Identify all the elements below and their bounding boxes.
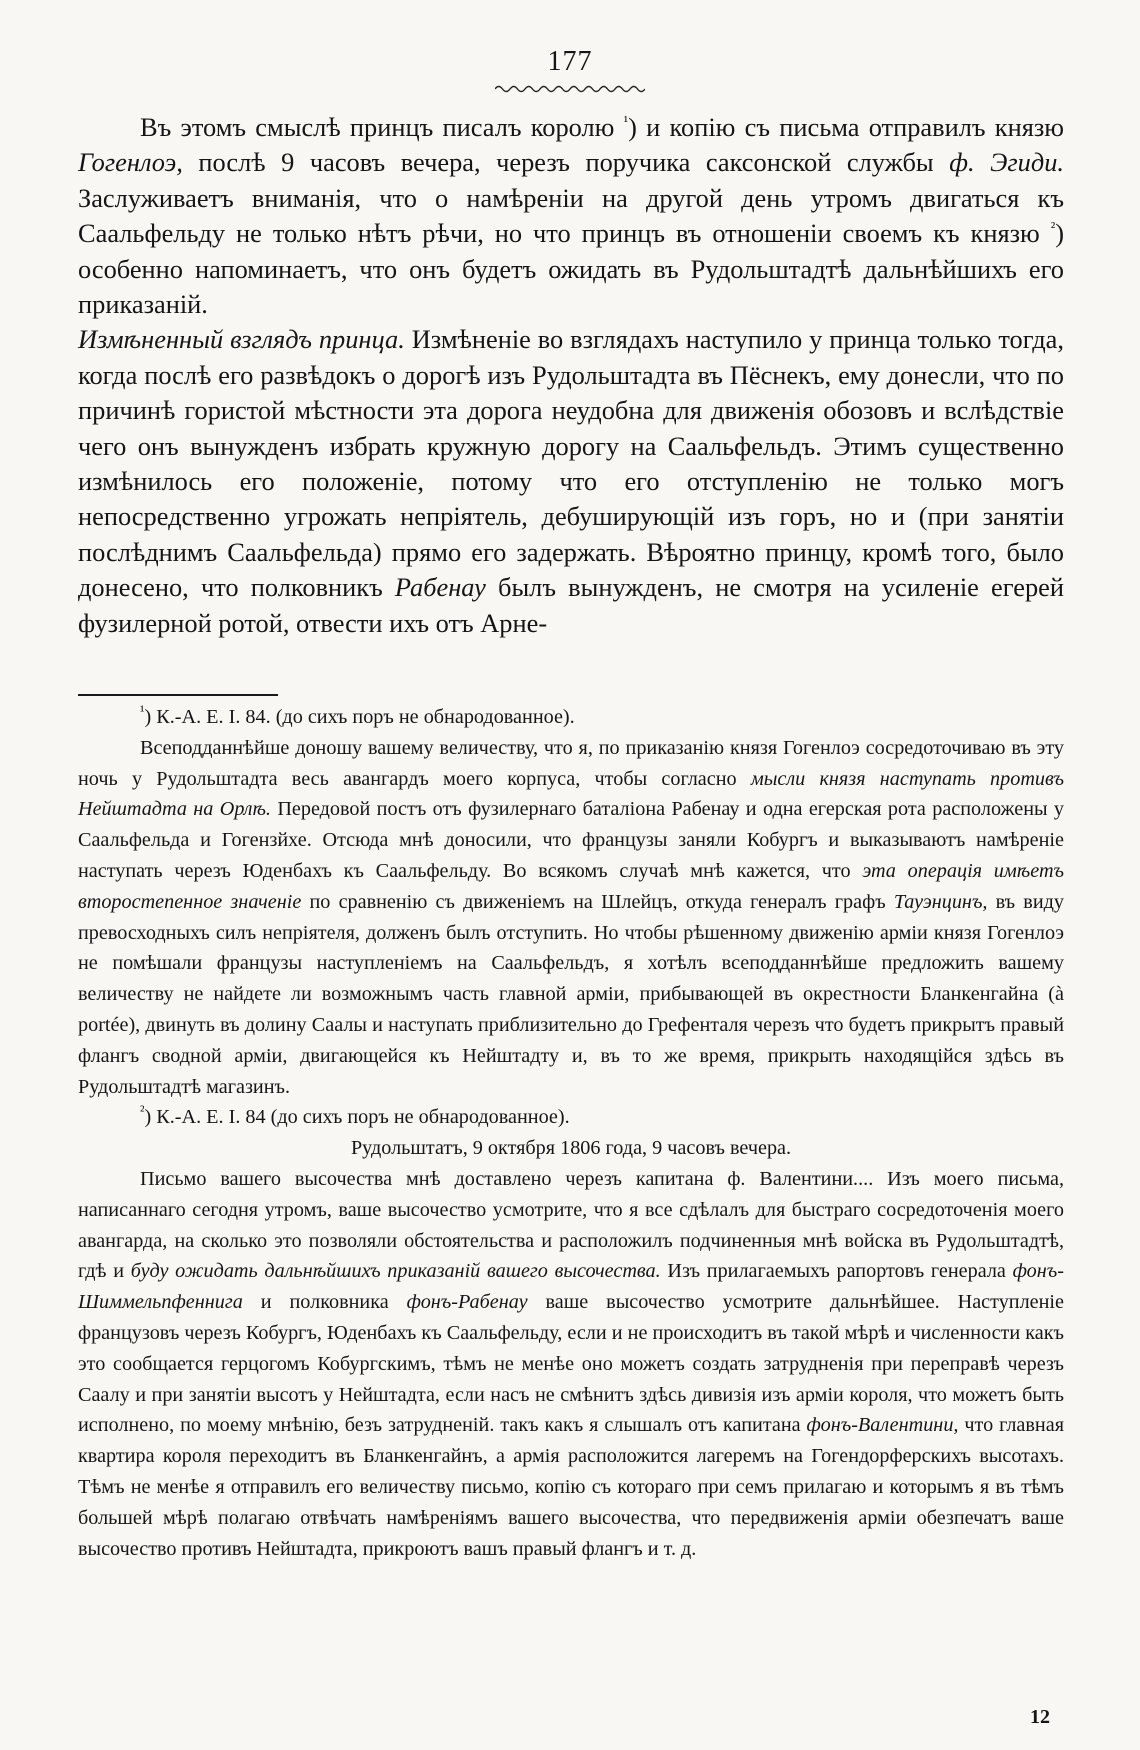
text-run: по сравненію съ движеніемъ на Шлейцъ, откуда генералъ графъ: [301, 890, 894, 913]
footnote-mark-1: ¹: [140, 703, 145, 720]
signature-mark: 12: [1030, 1706, 1050, 1728]
text-run: и полковника: [242, 1291, 407, 1314]
text-run: что главная квартира короля переходитъ въ Бланкенгайнъ, а армія расположится лагеремъ на Гогендорферскихъ высотахъ. Тѣмъ не менѣе я отправилъ его величеству письмо, копію съ котораго при семъ прилагаю и которымъ я въ тѣмъ большей мѣрѣ полагаю отвѣчать намѣреніямъ вашего высочества, что передвиженія арміи обезпечатъ ваше высочество противъ Нейштадта, прикроютъ вашъ правый флангъ и т. д.: [78, 1414, 1064, 1560]
text-run: ваше высочество усмотрите дальнѣйшее. Наступленіе французовъ черезъ Кобургъ, Юденбахъ къ Саальфельду, если и не происходитъ въ такой мѣрѣ и численности какъ это сообщается герцогомъ Кобургскимъ, тѣмъ не менѣе оно можетъ создать затрудненія при переправѣ черезъ Саалу и при занятіи высотъ у Нейштадта, если насъ не смѣнитъ здѣсь дивизія изъ арміи короля, что можетъ быть исполнено, по моему мнѣнію, безъ затрудненій. такъ какъ я слышалъ отъ капитана: [78, 1291, 1064, 1437]
emphasis: эта операція имѣетъ второстепенное значеніе: [78, 859, 1065, 913]
footnote-2-dateline: Рудольштатъ, 9 октября 1806 года, 9 часовъ вечера.: [350, 1137, 792, 1160]
emphasis: фонъ-Валентини,: [806, 1414, 959, 1437]
wavy-ornament-icon: [495, 84, 645, 94]
text-run: былъ вынужденъ, не смотря на усиленіе егерей фузилерной ротой, отвести ихъ отъ Арне-: [78, 572, 1064, 638]
footnote-2-source: [78, 1102, 1064, 1133]
emphasis: фонъ-Рабенау: [406, 1291, 528, 1314]
footnotes: [78, 702, 1064, 1564]
text-run: Заслуживаетъ вниманія, что о намѣреніи на другой день утромъ двигаться къ Саальфельду не только нѣтъ рѣчи, но что принцъ въ отношеніи своемъ къ князю: [78, 182, 1064, 249]
footnote-1-body: [78, 733, 1064, 1103]
text-run: послѣ 9 часовъ вечера, черезъ поручика саксонской службы: [182, 147, 950, 178]
name-rabenau: Рабенау: [394, 572, 486, 603]
page-number: 177: [547, 46, 593, 77]
footnote-2-body: [78, 1164, 1064, 1564]
text-run: Изъ прилагаемыхъ рапортовъ генерала: [660, 1260, 1013, 1283]
footnote-source: ) К.-А. Е. I. 84 (до сихъ поръ не обнародованное).: [144, 1106, 570, 1129]
emphasis: фонъ-Шиммельпфеннига: [78, 1260, 1064, 1314]
name-egidi: ф. Эгиди.: [949, 147, 1064, 178]
paragraph-2: [78, 322, 1064, 641]
text-run: Измѣненіе во взглядахъ наступило у принца только тогда, когда послѣ его развѣдокъ о дорогѣ изъ Рудольштадта въ Пёснекъ, ему донесли, что по причинѣ гористой мѣстности эта дорога неудобна для движенія обозовъ и вслѣдствіе чего онъ вынужденъ избрать кружную дорогу на Саальфельдъ. Этимъ существенно измѣнилось его положеніе, потому что его отступленію не только могъ непосредственно угрожать непріятель, дебуширующій изъ горъ, но и (при занятіи послѣднимъ Саальфельда) прямо его задержать. Вѣроятно принцу, кромѣ того, было донесено, что полковникъ: [78, 324, 1064, 603]
text-run: Въ этомъ смыслѣ принцъ писалъ королю: [140, 112, 624, 142]
text-run: Всеподданнѣйше доношу вашему величеству, что я, по приказанію князя Гогенлоэ сосредоточиваю въ эту ночь у Рудольштадта весь авангардъ моего корпуса, чтобы согласно: [78, 736, 1064, 790]
emphasis: Тауэнцинъ,: [893, 890, 988, 913]
main-text: [78, 110, 1064, 641]
footnote-ref-2: ²: [1050, 220, 1056, 237]
footnote-1-source: [78, 702, 1064, 733]
footnote-separator: [78, 694, 278, 696]
side-heading: Измѣненный взглядъ принца.: [78, 324, 405, 355]
text-run: Передовой постъ отъ фузилернаго баталіона Рабенау и одна егерская рота расположены у Саальфельда и Гогензйхе. Отсюда мнѣ доносили, что французы заняли Кобургъ и выказываютъ намѣреніе наступать черезъ Юденбахъ къ Саальфельду. Во всякомъ случаѣ мнѣ кажется, что: [78, 798, 1065, 882]
emphasis: буду ожидать дальнѣйшихъ приказаній вашего высочества.: [130, 1260, 661, 1283]
footnote-mark-2: ²: [140, 1103, 145, 1120]
paragraph-1: [78, 110, 1064, 322]
text-run: въ виду превосходныхъ силъ непріятеля, долженъ былъ отступить. Но чтобы рѣшенному движенію арміи князя Гогенлоэ не помѣшали французы наступленіемъ на Саальфельдъ, я хотѣлъ всеподданнѣйше предложить вашему величеству не найдете ли возможнымъ часть главной арміи, прибывающей въ окрестности Бланкенгайна (à portée), двинуть въ долину Саалы и наступать приблизительно до Грефенталя черезъ что будетъ прикрытъ правый флангъ сводной арміи, двигающейся къ Нейштадту и, въ то же время, прикрыть находящійся здѣсь въ Рудольштадтѣ магазинъ.: [78, 890, 1064, 1098]
name-hohenlohe: Гогенлоэ,: [78, 147, 183, 178]
footnote-ref-1: ¹: [623, 114, 629, 131]
text-run: ) особенно напоминаетъ, что онъ будетъ ожидать въ Рудольштадтѣ дальнѣйшихъ его приказаній.: [78, 218, 1064, 320]
emphasis: мысли князя наступать противъ Нейштадта на Орлѣ.: [78, 767, 1064, 821]
footnote-source: ) К.-А. Е. I. 84. (до сихъ поръ не обнародованное).: [144, 706, 575, 728]
text-run: Письмо вашего высочества мнѣ доставлено черезъ капитана ф. Валентини.... Изъ моего письма, написаннаго сегодня утромъ, ваше высочество усмотрите, что я все сдѣлалъ для быстраго сосредоточенія моего авангарда, на сколько это позволяли обстоятельства и расположилъ подчиненныя мнѣ войска въ Рудольштадтѣ, гдѣ и: [78, 1167, 1064, 1283]
text-run: ) и копію съ письма отправилъ князю: [628, 112, 1064, 142]
